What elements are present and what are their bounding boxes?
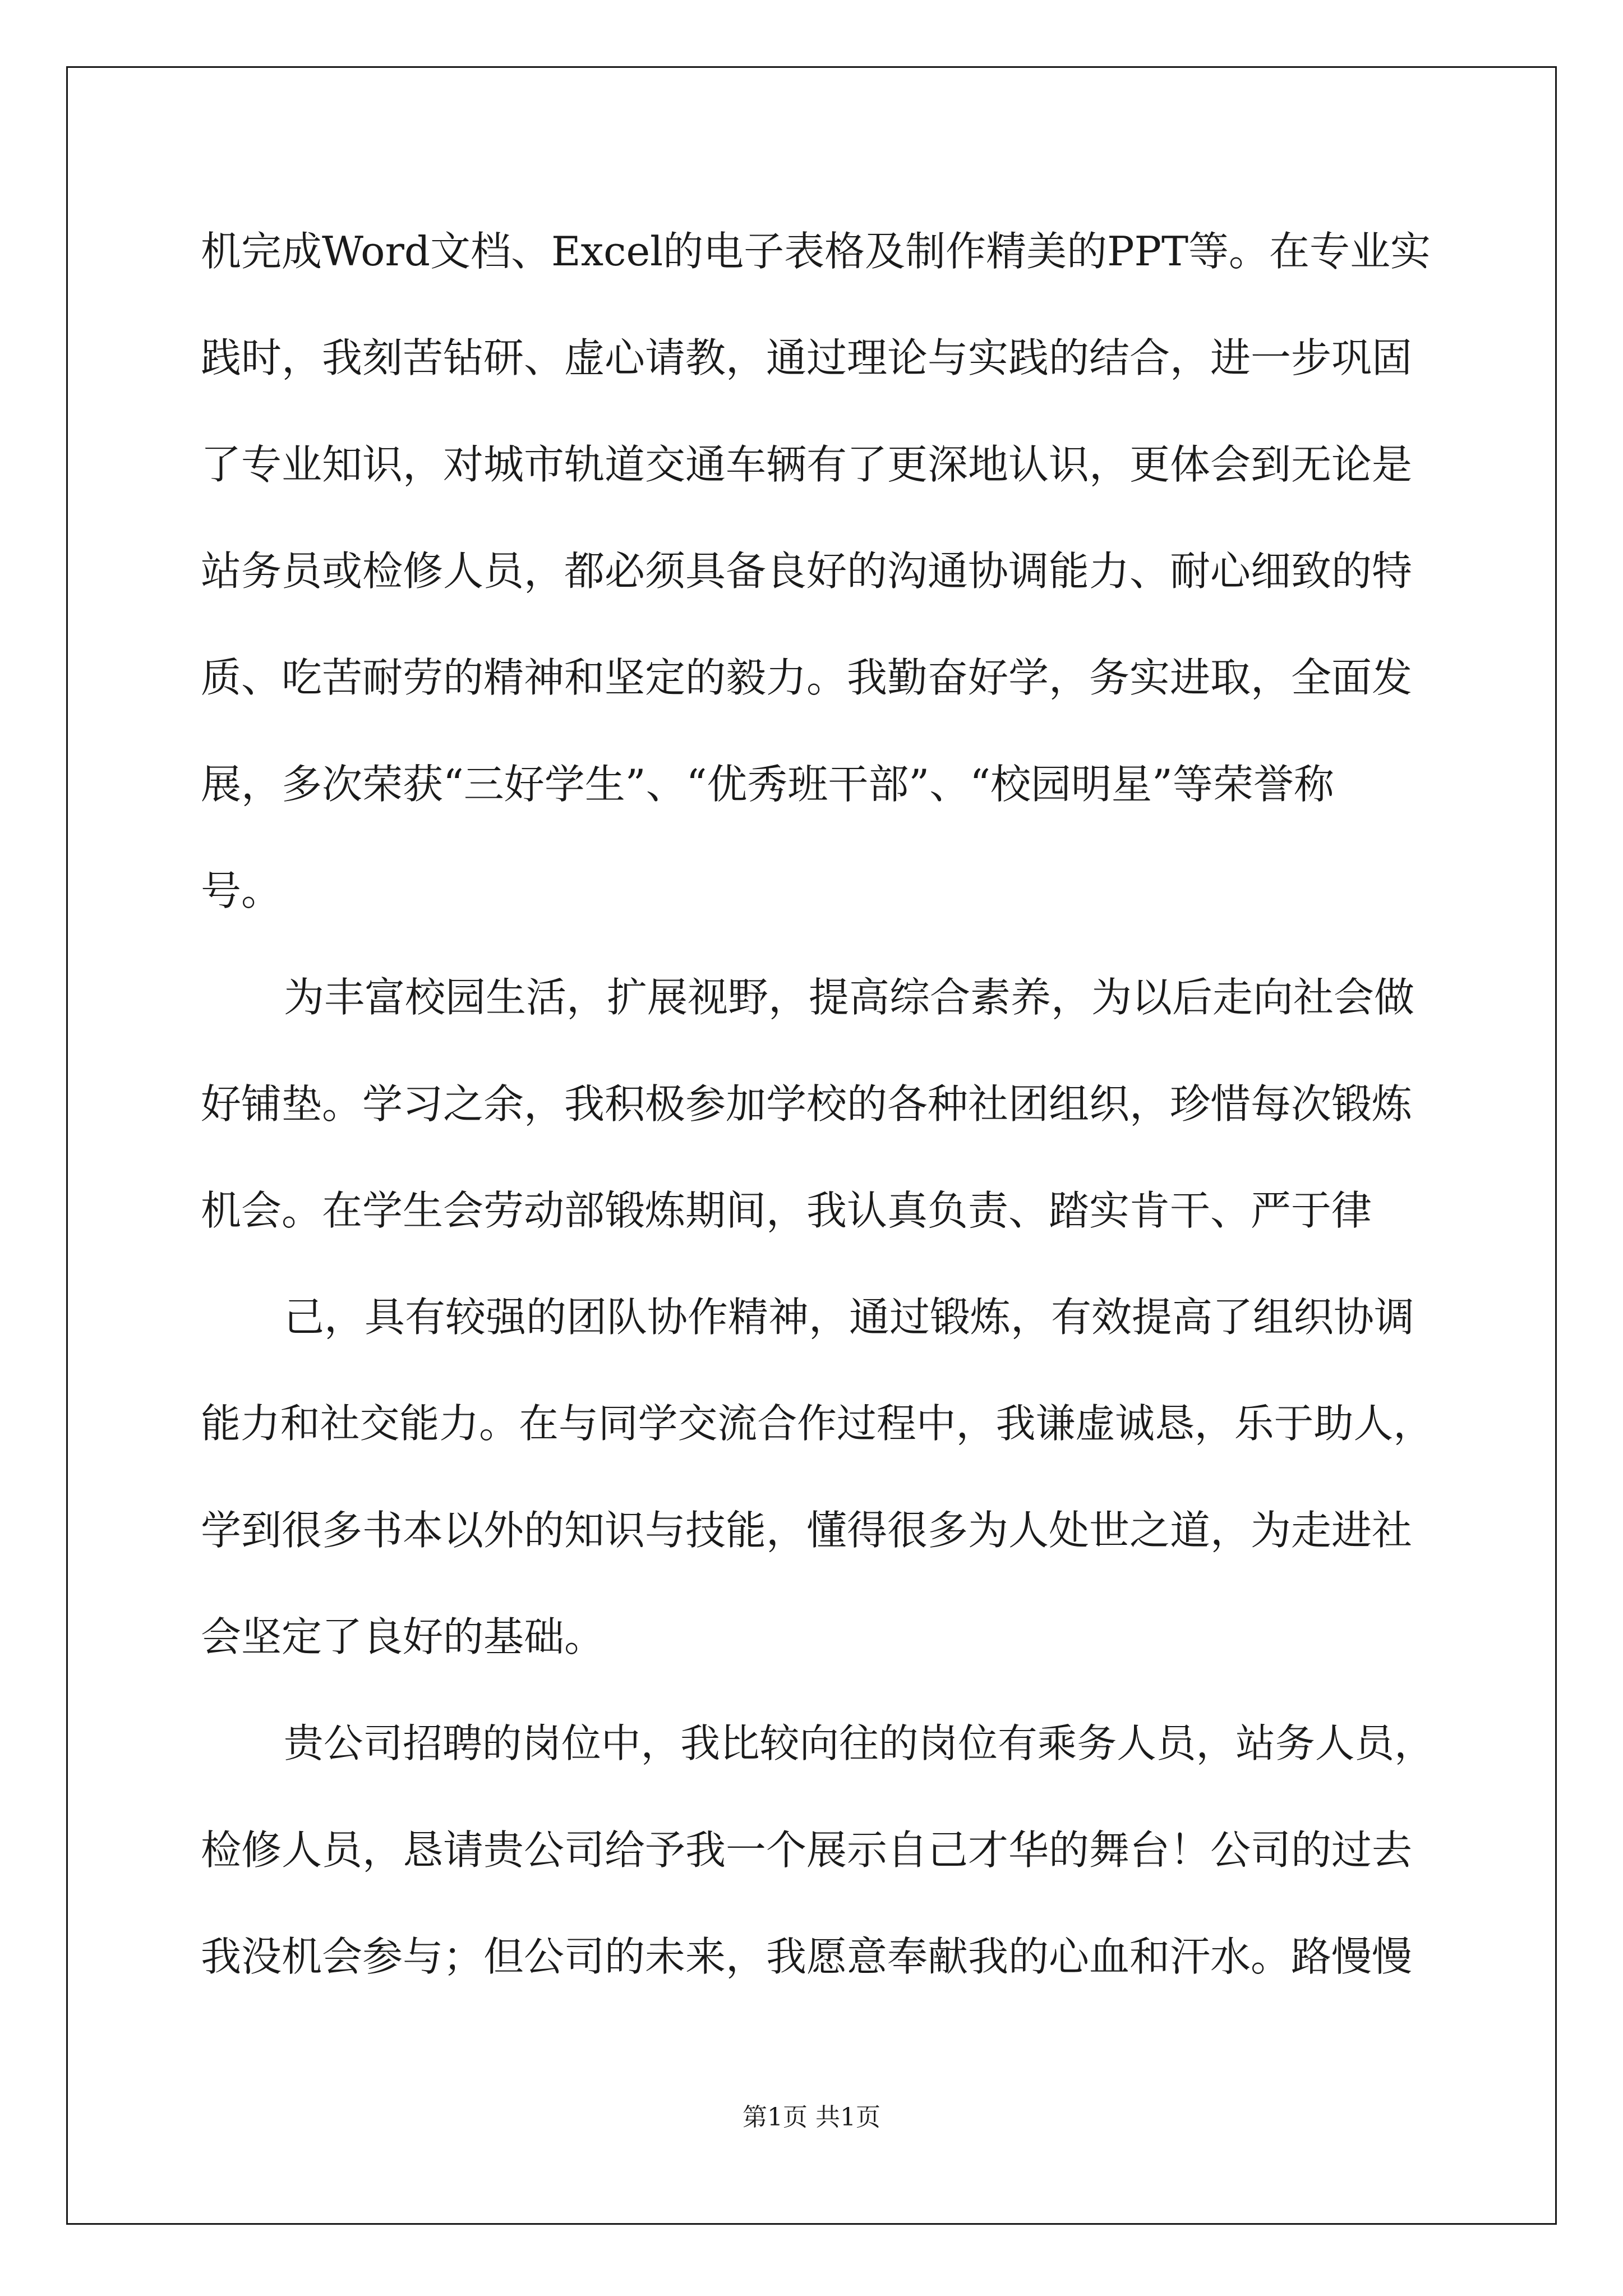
body-text-line: 质、吃苦耐劳的精神和坚定的毅力。我勤奋好学，务实进取，全面发	[201, 654, 1413, 701]
body-text-line: 机会。在学生会劳动部锻炼期间，我认真负责、踏实肯干、严于律	[201, 1187, 1372, 1234]
body-text-line: 能力和社交能力。在与同学交流合作过程中，我谦虚诚恳，乐于助人，	[201, 1400, 1433, 1447]
paragraph-start-line: 贵公司招聘的岗位中，我比较向往的岗位有乘务人员，站务人员，	[284, 1720, 1434, 1766]
body-text-line: 学到很多书本以外的知识与技能，懂得很多为人处世之道，为走进社	[201, 1507, 1413, 1554]
paragraph-start-line: 为丰富校园生活，扩展视野，提高综合素养，为以后走向社会做	[284, 974, 1415, 1021]
page-border	[66, 66, 1557, 2225]
body-text-line: 机完成Word文档、Excel的电子表格及制作精美的PPT等。在专业实	[201, 228, 1431, 275]
body-text-line: 了专业知识，对城市轨道交通车辆有了更深地认识，更体会到无论是	[201, 441, 1413, 488]
body-text-line: 好铺垫。学习之余，我积极参加学校的各种社团组织，珍惜每次锻炼	[201, 1080, 1413, 1128]
body-text-line: 我没机会参与；但公司的未来，我愿意奉献我的心血和汗水。路慢慢	[201, 1933, 1413, 1980]
body-text-line: 展，多次荣获“三好学生”、“优秀班干部”、“校园明星”等荣誉称	[201, 761, 1334, 808]
body-text-line: 会坚定了良好的基础。	[201, 1613, 605, 1660]
body-text-line: 检修人员，恳请贵公司给予我一个展示自己才华的舞台！公司的过去	[201, 1826, 1413, 1874]
body-text-line: 践时，我刻苦钻研、虚心请教，通过理论与实践的结合，进一步巩固	[201, 334, 1413, 381]
paragraph-start-line: 己，具有较强的团队协作精神，通过锻炼，有效提高了组织协调	[284, 1294, 1415, 1341]
body-text-line: 站务员或检修人员，都必须具备良好的沟通协调能力、耐心细致的特	[201, 547, 1413, 595]
page-number-footer: 第1页 共1页	[743, 2103, 880, 2132]
body-text-line: 号。	[201, 867, 282, 914]
